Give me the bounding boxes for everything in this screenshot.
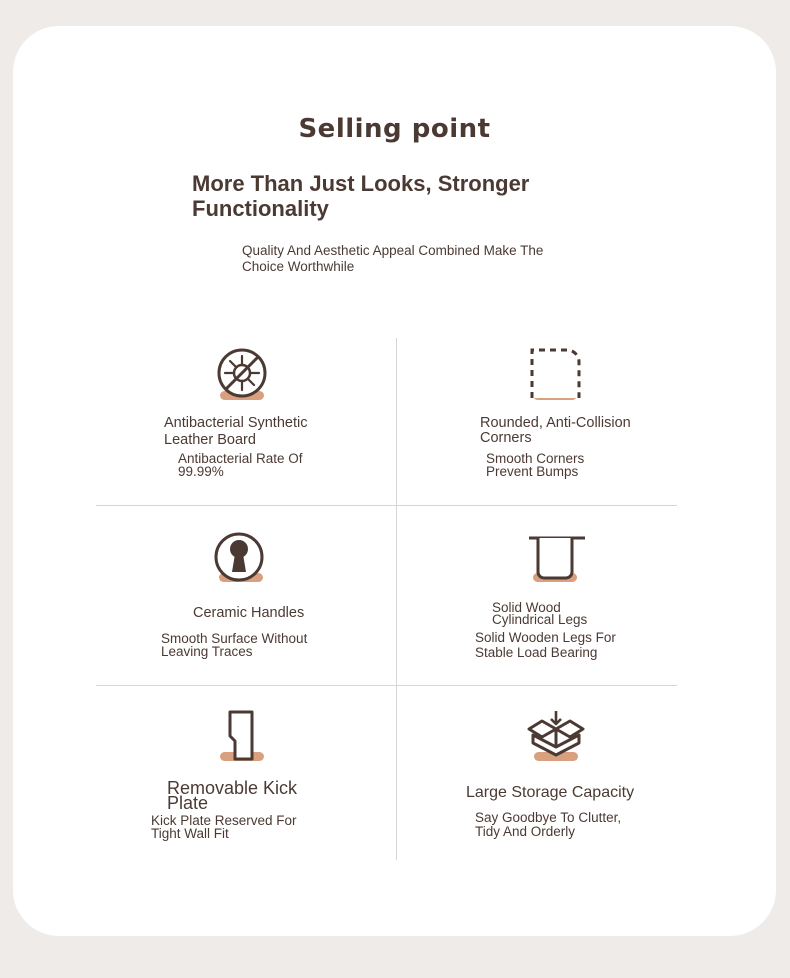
kick-plate-icon — [215, 707, 271, 767]
storage-box-icon — [526, 707, 586, 767]
feature-desc-rounded-corners: Smooth Corners Prevent Bumps — [486, 451, 585, 479]
section-heading: Selling point — [298, 114, 491, 144]
feature-title-rounded-corners: Rounded, Anti-Collision Corners — [480, 415, 631, 446]
feature-desc-ceramic-handles: Smooth Surface Without Leaving Traces — [161, 631, 308, 659]
section-subtitle: More Than Just Looks, Stronger Functionality — [192, 171, 530, 221]
grid-divider-row-2 — [96, 685, 677, 686]
grid-divider-vertical — [396, 338, 397, 860]
feature-title-ceramic-handles: Ceramic Handles — [193, 605, 305, 621]
feature-desc-kick-plate: Kick Plate Reserved For Tight Wall Fit — [151, 813, 297, 841]
selling-point-card — [13, 26, 776, 936]
section-tagline: Quality And Aesthetic Appeal Combined Make The Choice Worthwhile — [242, 243, 544, 274]
feature-desc-storage: Say Goodbye To Clutter, Tidy And Orderly — [475, 810, 622, 839]
feature-title-storage: Large Storage Capacity — [466, 784, 635, 801]
feature-title-cylindrical-legs: Solid Wood Cylindrical Legs — [492, 600, 588, 627]
rounded-corner-icon — [527, 346, 583, 402]
feature-title-antibacterial: Antibacterial Synthetic Leather Board — [164, 415, 308, 448]
cylindrical-leg-icon — [527, 532, 587, 588]
ceramic-handle-icon — [213, 532, 269, 588]
antibacterial-icon — [214, 346, 270, 402]
feature-title-kick-plate: Removable Kick Plate — [167, 778, 298, 813]
grid-divider-row-1 — [96, 505, 677, 506]
feature-desc-antibacterial: Antibacterial Rate Of 99.99% — [178, 451, 303, 479]
feature-desc-cylindrical-legs: Solid Wooden Legs For Stable Load Bearing — [475, 630, 616, 660]
